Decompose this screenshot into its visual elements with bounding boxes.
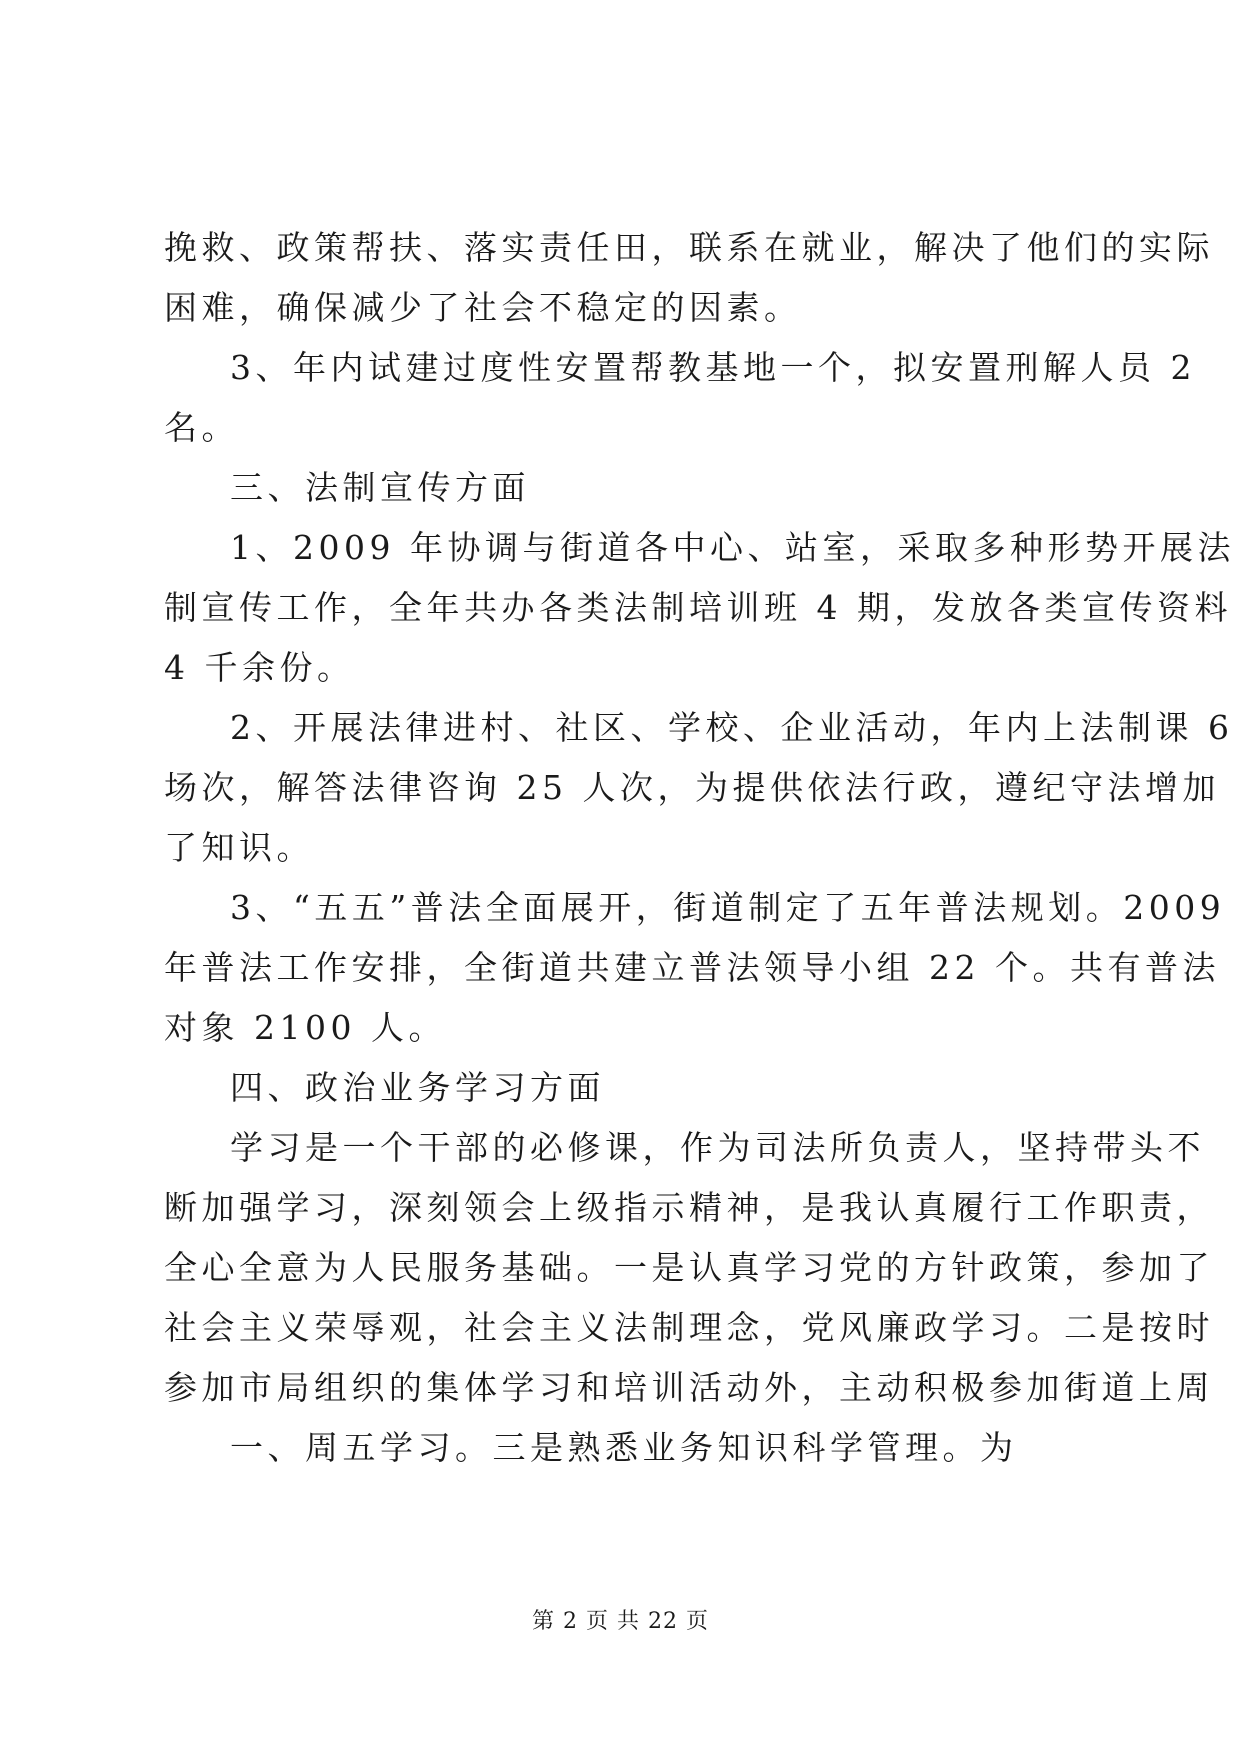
text-line: 全心全意为人民服务基础。一是认真学习党的方针政策，参加了 xyxy=(164,1248,1214,1287)
section-heading: 四、政治业务学习方面 xyxy=(230,1068,605,1107)
text-line: 断加强学习，深刻领会上级指示精神，是我认真履行工作职责， xyxy=(164,1188,1214,1227)
text-line: 参加市局组织的集体学习和培训活动外，主动积极参加街道上周 xyxy=(164,1368,1214,1407)
text-line: 1、2009 年协调与街道各中心、站室，采取多种形势开展法 xyxy=(230,528,1235,567)
page-number-footer: 第 2 页 共 22 页 xyxy=(532,1609,709,1634)
text-line: 学习是一个干部的必修课，作为司法所负责人，坚持带头不 xyxy=(230,1128,1205,1167)
text-line: 困难，确保减少了社会不稳定的因素。 xyxy=(164,288,802,327)
text-line: 年普法工作安排，全街道共建立普法领导小组 22 个。共有普法 xyxy=(164,948,1220,987)
text-line: 2、开展法律进村、社区、学校、企业活动，年内上法制课 6 xyxy=(230,708,1234,747)
text-line: 3、“五五”普法全面展开，街道制定了五年普法规划。2009 xyxy=(230,888,1226,927)
text-line: 对象 2100 人。 xyxy=(164,1008,446,1047)
text-line: 社会主义荣辱观，社会主义法制理念，党风廉政学习。二是按时 xyxy=(164,1308,1214,1347)
text-line: 制宣传工作，全年共办各类法制培训班 4 期，发放各类宣传资料 xyxy=(164,588,1232,627)
text-line: 场次，解答法律咨询 25 人次，为提供依法行政，遵纪守法增加 xyxy=(164,768,1220,807)
text-line: 3、年内试建过度性安置帮教基地一个，拟安置刑解人员 2 xyxy=(230,348,1196,387)
text-line: 4 千余份。 xyxy=(164,648,355,687)
text-line: 了知识。 xyxy=(164,828,314,867)
text-line: 挽救、政策帮扶、落实责任田，联系在就业，解决了他们的实际 xyxy=(164,228,1214,267)
text-line: 一、周五学习。三是熟悉业务知识科学管理。为 xyxy=(230,1428,1018,1467)
text-line: 名。 xyxy=(164,408,239,447)
section-heading: 三、法制宣传方面 xyxy=(230,468,530,507)
